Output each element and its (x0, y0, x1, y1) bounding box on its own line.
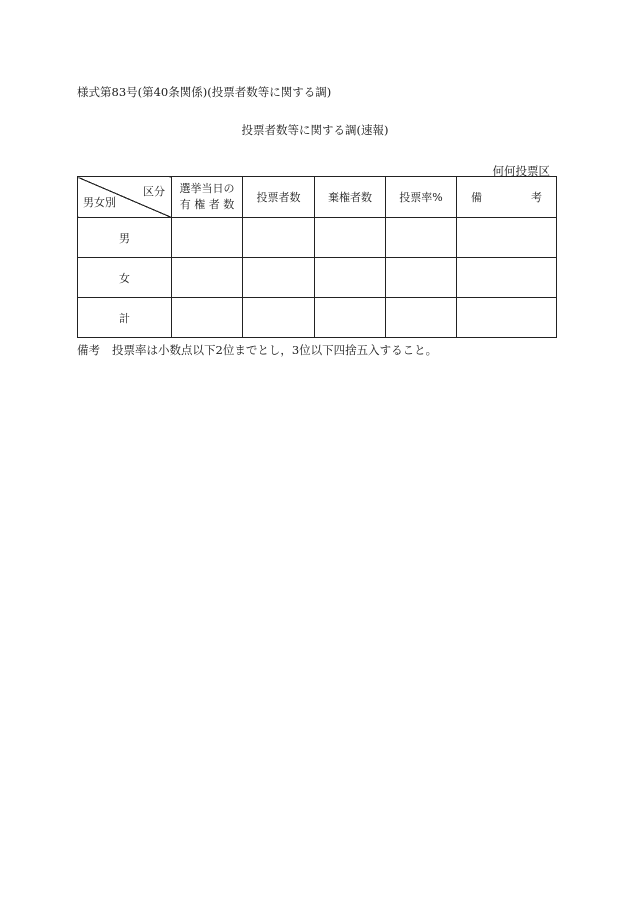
row-label-male: 男 (78, 218, 172, 258)
eligible-header-line2: 有 権 者 数 (179, 198, 235, 211)
cell-female-voters[interactable] (243, 258, 315, 298)
cell-male-remarks[interactable] (457, 218, 557, 258)
document-title: 投票者数等に関する調(速報) (241, 123, 389, 137)
cell-male-voters[interactable] (243, 218, 315, 258)
cell-male-turnout[interactable] (386, 218, 457, 258)
remarks-header (457, 177, 557, 218)
cell-total-remarks[interactable] (457, 298, 557, 338)
district-label: 何何投票区 (492, 164, 550, 178)
cell-total-turnout[interactable] (386, 298, 457, 338)
cell-male-abstainers[interactable] (315, 218, 386, 258)
cell-female-eligible[interactable] (172, 258, 243, 298)
cell-total-abstainers[interactable] (315, 298, 386, 338)
voter-statistics-table (77, 176, 557, 338)
remarks-header-char2: 考 (531, 191, 542, 204)
table-row-male (78, 218, 557, 258)
turnout-header: 投票率% (386, 177, 457, 218)
category-header-label: 区分 (143, 185, 165, 198)
table-row-female (78, 258, 557, 298)
gender-header-label: 男女別 (83, 196, 116, 209)
table-row-total (78, 298, 557, 338)
cell-male-eligible[interactable] (172, 218, 243, 258)
cell-female-abstainers[interactable] (315, 258, 386, 298)
cell-total-eligible[interactable] (172, 298, 243, 338)
remarks-header-char1: 備 (471, 191, 482, 204)
row-label-female: 女 (78, 258, 172, 298)
voters-header: 投票者数 (243, 177, 315, 218)
form-number-label: 様式第83号(第40条関係)(投票者数等に関する調) (77, 85, 332, 99)
note-label: 備考 (77, 343, 100, 357)
eligible-header-line1: 選挙当日の (179, 182, 235, 195)
table-header-row (78, 177, 557, 218)
eligible-voters-header (172, 177, 243, 218)
cell-female-remarks[interactable] (457, 258, 557, 298)
row-label-total: 計 (78, 298, 172, 338)
cell-total-voters[interactable] (243, 298, 315, 338)
note-text: 投票率は小数点以下2位までとし，3位以下四捨五入すること。 (112, 343, 438, 357)
corner-header-cell (78, 177, 172, 218)
remarks-note (77, 342, 437, 358)
abstainers-header: 棄権者数 (315, 177, 386, 218)
cell-female-turnout[interactable] (386, 258, 457, 298)
